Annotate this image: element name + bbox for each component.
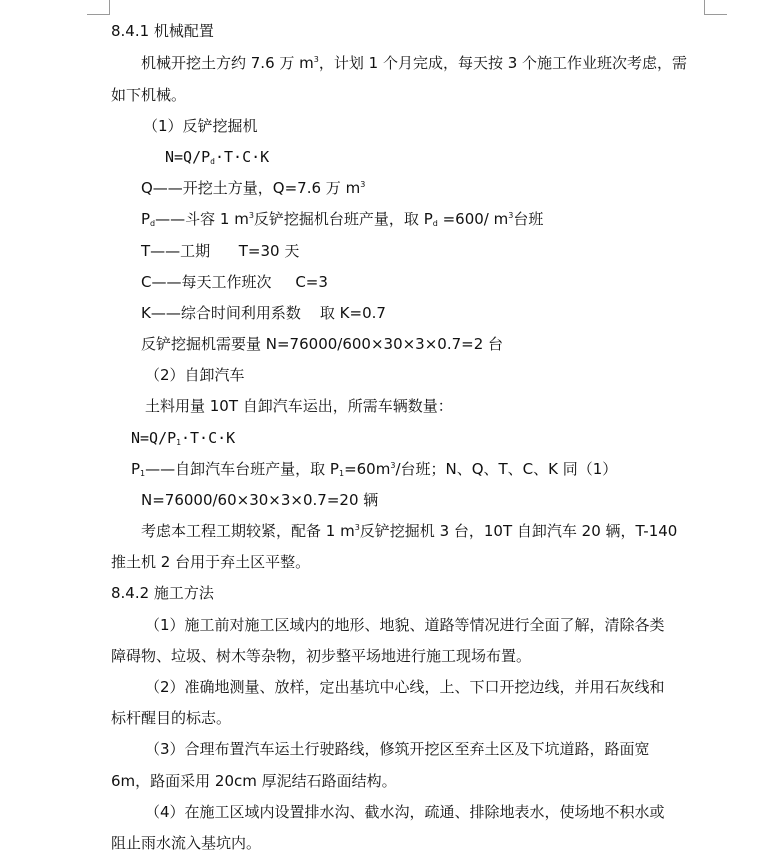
definition-p1: $P_1——$自卸汽车台班产量，取 $P_1=60m^3/$台班；N、Q、T、C、K 同（1） — [131, 460, 618, 478]
method-1-line1: （1）施工前对施工区域内的地形、地貌、道路等情况进行全面了解，清除各类 — [145, 616, 665, 634]
method-4-line2: 阻止雨水流入基坑内。 — [111, 834, 262, 852]
definition-c: C——每天工作班次 C=3 — [141, 273, 328, 291]
paragraph-intro-line1: 机械开挖土方约 7.6 万 $m^3$，计划 1 个月完成，每天按 3 个施工作业班次考虑，需 — [141, 54, 688, 72]
configuration-line2: 推土机 2 台用于弃土区平整。 — [111, 553, 311, 571]
formula-dump-truck: $N=Q/P_1\cdot T\cdot C\cdot K$ — [131, 429, 236, 447]
method-4-line1: （4）在施工区域内设置排水沟、截水沟，疏通、排除地表水，使场地不积水或 — [145, 803, 665, 821]
method-1-line2: 障碍物、垃圾、树木等杂物，初步整平场地进行施工现场布置。 — [111, 647, 532, 665]
paragraph-intro-line2: 如下机械。 — [111, 86, 187, 104]
method-3-line2: 6m，路面采用 20cm 厚泥结石路面结构。 — [111, 772, 397, 790]
dump-truck-requirement: N=76000/60×30×3×0.7=20 辆 — [141, 491, 379, 509]
definition-pd: $P_d——$斗容 1 $m^3$反铲挖掘机台班产量，取 $P_d =600/$ $m^3$台班 — [141, 210, 544, 228]
subheading-excavator: （1）反铲挖掘机 — [143, 117, 258, 135]
method-3-line1: （3）合理布置汽车运土行驶路线，修筑开挖区至弃土区及下坑道路，路面宽 — [145, 740, 650, 758]
formula-excavator: $N=Q/P_d\cdot T\cdot C\cdot K$ — [165, 148, 270, 166]
subheading-dump-truck: （2）自卸汽车 — [145, 366, 245, 384]
definition-q: Q——开挖土方量，Q=7.6 万 $m^3$ — [141, 179, 366, 197]
page-corner-marker-left — [87, 0, 110, 15]
definition-t: T——工期 T=30 天 — [141, 242, 300, 260]
section-heading-8-4-2: 8.4.2 施工方法 — [111, 584, 214, 602]
page-corner-marker-right — [704, 0, 727, 15]
method-2-line2: 标杆醒目的标志。 — [111, 709, 232, 727]
excavator-requirement: 反铲挖掘机需要量 N=76000/600×30×3×0.7=2 台 — [141, 335, 504, 353]
section-heading-8-4-1: 8.4.1 机械配置 — [111, 22, 214, 40]
transport-statement: 土料用量 10T 自卸汽车运出，所需车辆数量： — [145, 397, 453, 415]
definition-k: K——综合时间利用系数 取 K=0.7 — [141, 304, 386, 322]
method-2-line1: （2）准确地测量、放样，定出基坑中心线，上、下口开挖边线，并用石灰线和 — [145, 678, 665, 696]
configuration-line1: 考虑本工程工期较紧，配备 1 $m^3$反铲挖掘机 3 台，10T 自卸汽车 20 辆，T-140 — [141, 522, 678, 540]
